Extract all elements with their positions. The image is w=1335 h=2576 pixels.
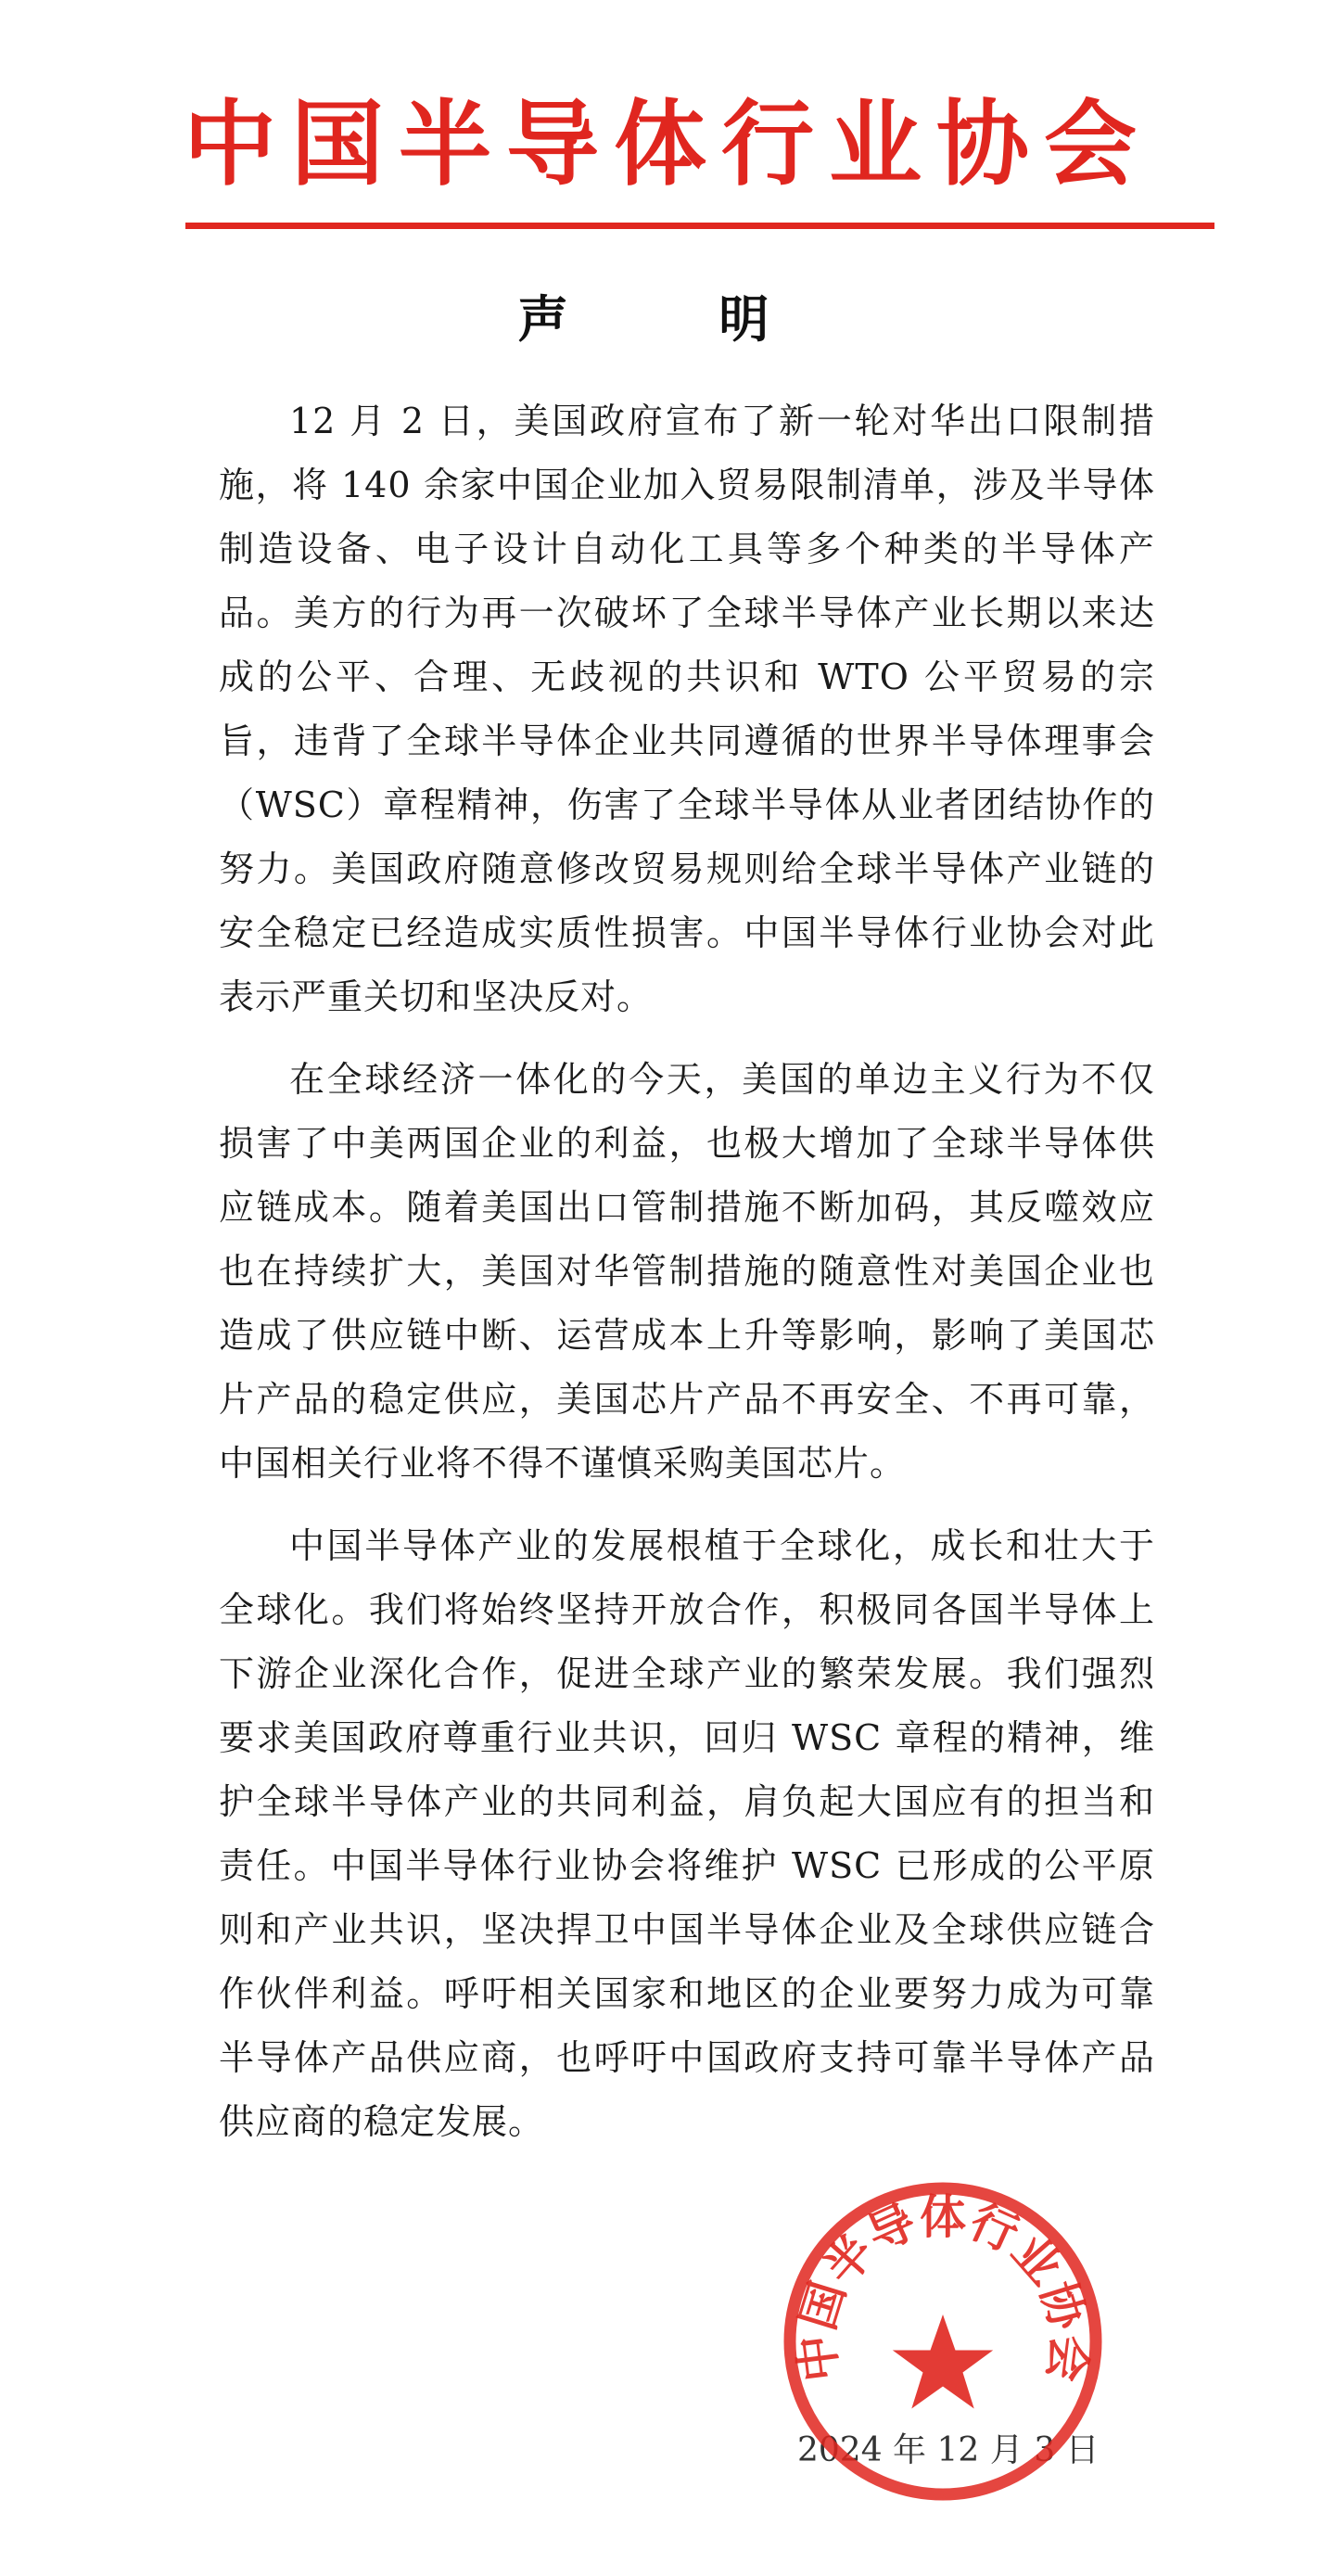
document-date: 2024 年 12 月 3 日 (797, 2431, 1100, 2469)
paragraph-2: 在全球经济一体化的今天，美国的单边主义行为不仅损害了中美两国企业的利益，也极大增加了全球半导体供应链成本。随着美国出口管制措施不断加码，其反噬效应也在持续扩大，美国对华管制措施的随意性对美国企业也造成了供应链中断、运营成本上升等影响，影响了美国芯片产品的稳定供应，美国芯片产品不再安全、不再可靠，中国相关行业将不得不谨慎采购美国芯片。 (219, 1059, 1155, 1484)
paragraph-3: 中国半导体产业的发展根植于全球化，成长和壮大于全球化。我们将始终坚持开放合作，积极同各国半导体上下游企业深化合作，促进全球产业的繁荣发展。我们强烈要求美国政府尊重行业共识，回归 WSC 章程的精神，维护全球半导体产业的共同利益，肩负起大国应有的担当和责任。中国半导体行业协会将维护 WSC 已形成的公平原则和产业共识，坚决捍卫中国半导体企业及全球供应链合作伙伴利益。呼吁相关国家和地区的企业要努力成为可靠半导体产品供应商，也呼吁中国政府支持可靠半导体产品供应商的稳定发展。 (219, 1525, 1155, 2142)
seal-text: 中国半导体行业协会 (788, 2189, 1098, 2385)
star-icon (893, 2315, 993, 2409)
document-body (219, 389, 1155, 2173)
document-title: 声 明 (517, 290, 818, 349)
official-seal (779, 2177, 1107, 2506)
paragraph-1: 12 月 2 日，美国政府宣布了新一轮对华出口限制措施，将 140 余家中国企业加入贸易限制清单，涉及半导体制造设备、电子设计自动化工具等多个种类的半导体产品。美方的行为再一次破坏了全球半导体产业长期以来达成的公平、合理、无歧视的共识和 WTO 公平贸易的宗旨，违背了全球半导体企业共同遵循的世界半导体理事会（WSC）章程精神，伤害了全球半导体从业者团结协作的努力。美国政府随意修改贸易规则给全球半导体产业链的安全稳定已经造成实质性损害。中国半导体行业协会对此表示严重关切和坚决反对。 (219, 401, 1155, 1017)
header-divider (185, 223, 1214, 229)
letterhead-org-name: 中国半导体行业协会 (184, 89, 1151, 198)
